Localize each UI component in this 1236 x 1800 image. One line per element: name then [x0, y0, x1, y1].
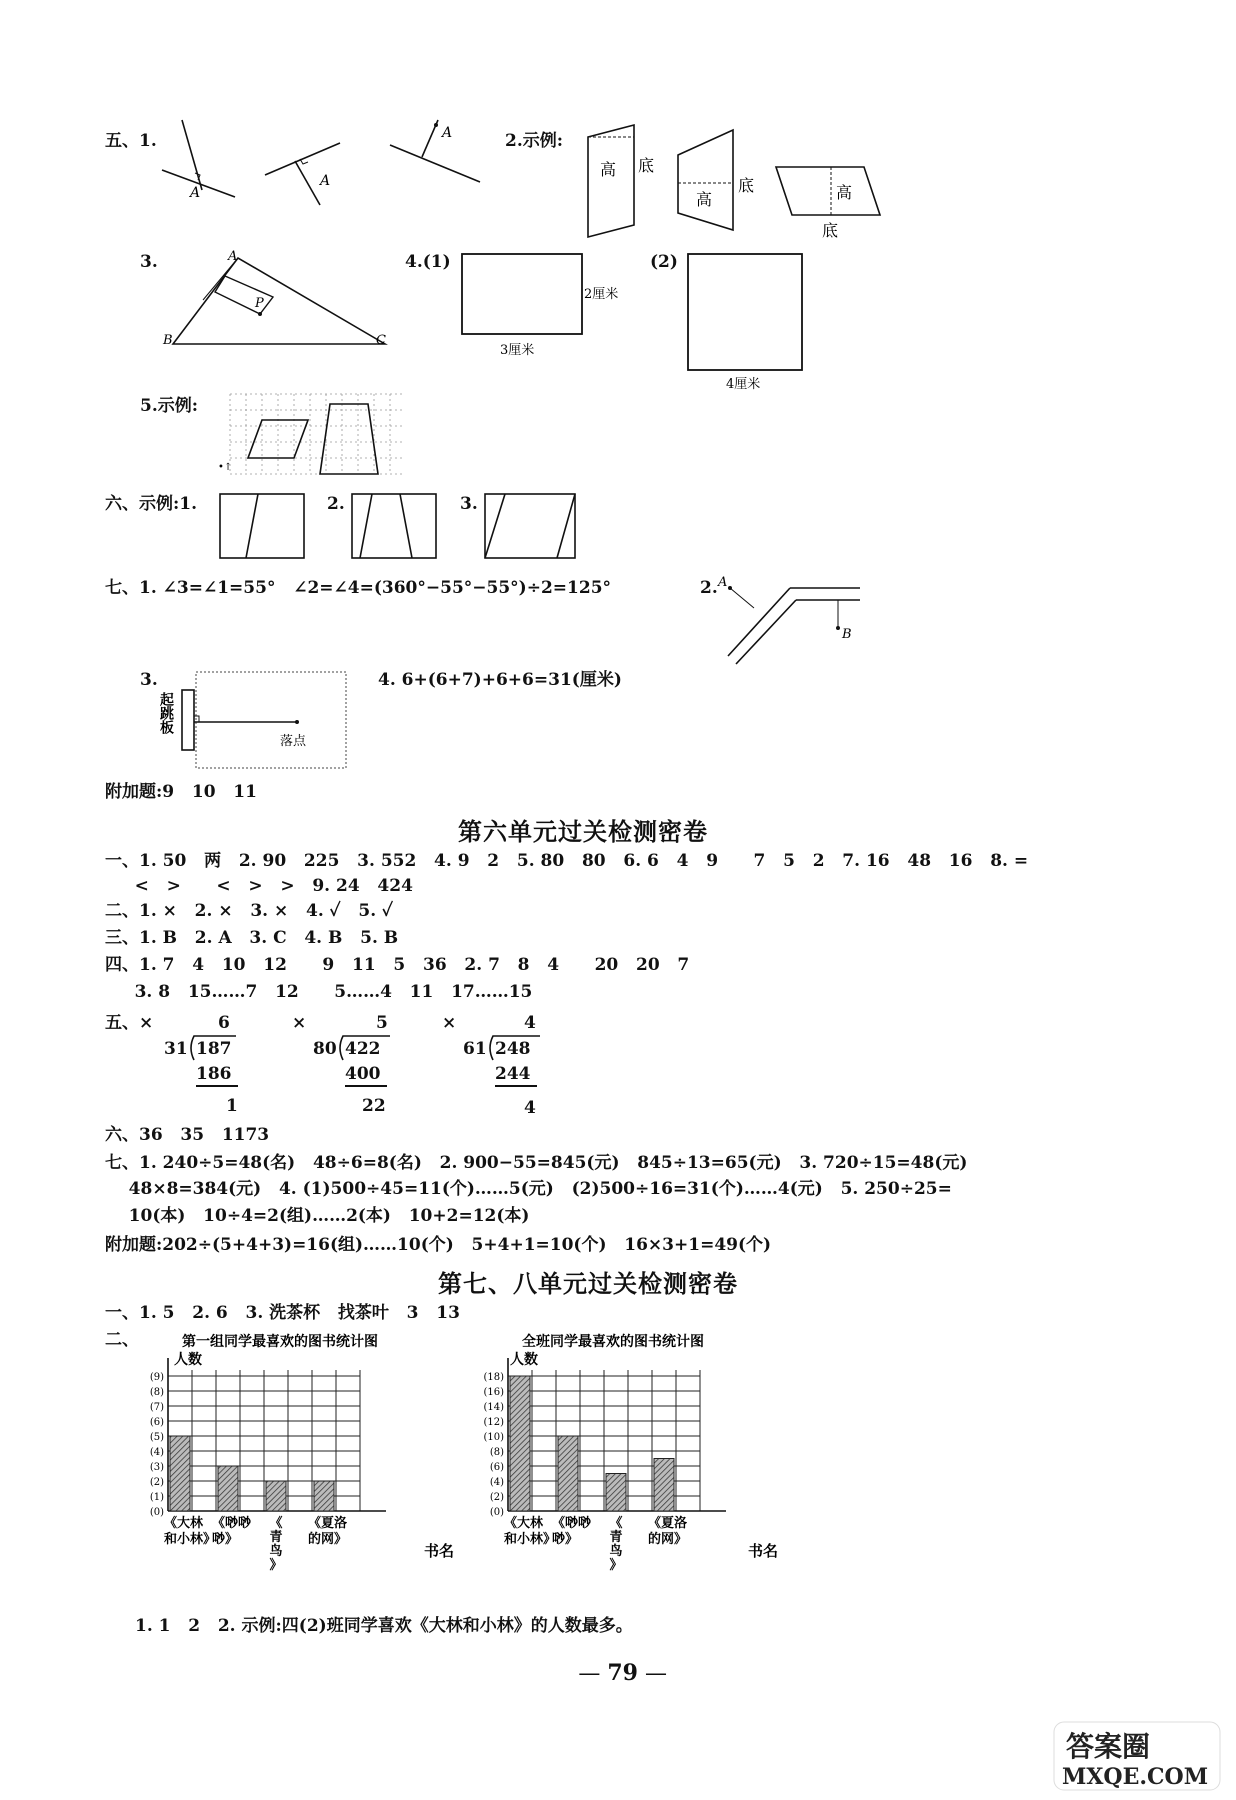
- height-label: 高: [696, 190, 713, 209]
- y-tick-label: (3): [149, 1462, 164, 1473]
- bar: [314, 1481, 334, 1511]
- wrong-mark: ×: [292, 1013, 307, 1033]
- product: 186: [196, 1066, 238, 1087]
- point-a-label: A: [442, 125, 453, 141]
- x-tick-label: 和小林》: [164, 1532, 217, 1547]
- remainder: 22: [362, 1096, 386, 1116]
- rectangle-split-2: [350, 492, 440, 562]
- unit6-line6: 3. 8 15……7 12 5……4 11 17……15: [105, 982, 533, 1002]
- height-label: 高: [836, 183, 853, 202]
- river-path-diagram: [718, 568, 868, 668]
- bar-chart-class: [470, 1330, 800, 1590]
- svg-text:•↑: •↑: [218, 462, 233, 473]
- chart-title: 全班同学最喜欢的图书统计图: [522, 1334, 704, 1350]
- grid-shapes-diagram: [218, 392, 403, 482]
- unit78-title: 第七、八单元过关检测密卷: [438, 1270, 738, 1298]
- y-axis-label: 人数: [174, 1352, 202, 1368]
- x-tick-label: 《大林: [504, 1516, 544, 1531]
- bar: [606, 1474, 626, 1512]
- q7-2-label: 2.: [700, 578, 718, 598]
- q6-2-label: 2.: [327, 494, 345, 514]
- unit78-line2: 二、: [105, 1330, 139, 1350]
- x-tick-label: 鸟: [609, 1544, 623, 1559]
- x-tick-label: 唦》: [552, 1532, 579, 1547]
- x-tick-label: 《: [609, 1516, 623, 1531]
- remainder: 1: [226, 1096, 238, 1116]
- y-tick-label: (0): [489, 1507, 504, 1518]
- width-4cm-label: 4厘米: [726, 377, 761, 392]
- base-label: 底: [738, 176, 755, 195]
- bar: [558, 1436, 578, 1511]
- unit6-bonus: 附加题:202÷(5+4+3)=16(组)……10(个) 5+4+1=10(个) 16×3+1=49(个): [105, 1235, 772, 1255]
- watermark-logo: [1052, 1720, 1222, 1792]
- x-tick-label: 《: [269, 1516, 283, 1531]
- point-a-label: A: [228, 249, 238, 264]
- y-tick-label: (4): [149, 1447, 164, 1458]
- point-a-label: A: [190, 185, 201, 201]
- bar: [266, 1481, 286, 1511]
- x-tick-label: 》: [269, 1558, 283, 1573]
- bar: [510, 1376, 530, 1511]
- x-axis-label: 书名: [748, 1542, 779, 1560]
- unit6-line8: 六、36 35 1173: [105, 1125, 270, 1145]
- q7-1-line: 七、1. ∠3=∠1=55° ∠2=∠4=(360°−55°−55°)÷2=125°: [105, 578, 612, 598]
- x-tick-label: 唦》: [212, 1532, 239, 1547]
- base-label: 底: [822, 221, 839, 240]
- unit6-line10: 48×8=384(元) 4. (1)500÷45=11(个)……5(元) (2)500÷16=31(个)……4(元) 5. 250÷25=: [105, 1179, 952, 1199]
- y-tick-label: (7): [149, 1402, 164, 1413]
- rectangle-split-3: [483, 492, 583, 562]
- x-tick-label: 青: [609, 1530, 623, 1545]
- height-base-diagram: [578, 125, 888, 240]
- dividend: 248: [495, 1039, 531, 1059]
- long-jump-diagram: [158, 668, 352, 773]
- x-tick-label: 《夏洛: [308, 1516, 348, 1531]
- x-tick-label: 《夏洛: [648, 1516, 688, 1531]
- dividend: 422: [345, 1039, 381, 1059]
- x-tick-label: 《唦唦: [552, 1516, 592, 1531]
- point-a-label: A: [320, 173, 331, 189]
- takeoff-board-label: 起跳板: [158, 692, 174, 734]
- unit6-line11: 10(本) 10÷4=2(组)……2(本) 10+2=12(本): [105, 1206, 530, 1226]
- y-tick-label: (12): [483, 1417, 504, 1428]
- point-c-label: C: [376, 333, 386, 348]
- perpendicular-lines-diagram: [150, 115, 480, 210]
- y-tick-label: (6): [489, 1462, 504, 1473]
- divisor: 31: [164, 1039, 188, 1059]
- watermark-graphic: [1052, 1720, 1222, 1792]
- square-4cm-diagram: [686, 252, 806, 392]
- x-tick-label: 的网》: [308, 1532, 348, 1547]
- x-tick-label: 鸟: [269, 1544, 283, 1559]
- q6-1-label: 六、示例:1.: [105, 494, 198, 514]
- y-tick-label: (4): [489, 1477, 504, 1488]
- y-tick-label: (18): [483, 1372, 504, 1383]
- x-tick-label: 青: [269, 1530, 283, 1545]
- q5-3-label: 3.: [140, 252, 158, 272]
- page-number-value: 79: [607, 1660, 638, 1686]
- x-tick-label: 》: [609, 1558, 623, 1573]
- y-tick-label: (0): [149, 1507, 164, 1518]
- bar: [170, 1436, 190, 1511]
- triangle-diagram: [163, 249, 388, 352]
- y-tick-label: (2): [149, 1477, 164, 1488]
- y-tick-label: (5): [149, 1432, 164, 1443]
- rectangle-split-1: [218, 492, 308, 562]
- bonus-5-line: 附加题:9 10 11: [105, 782, 257, 802]
- unit78-footnote: 1. 1 2 2. 示例:四(2)班同学喜欢《大林和小林》的人数最多。: [135, 1616, 633, 1636]
- q7-4-line: 4. 6+(6+7)+6+6=31(厘米): [378, 670, 622, 690]
- y-tick-label: (8): [489, 1447, 504, 1458]
- x-tick-label: 和小林》: [504, 1532, 557, 1547]
- y-tick-label: (1): [149, 1492, 164, 1503]
- chart-title: 第一组同学最喜欢的图书统计图: [182, 1334, 378, 1350]
- unit6-line5: 四、1. 7 4 10 12 9 11 5 36 2. 7 8 4 20 20 7: [105, 955, 690, 975]
- point-a-label: A: [718, 575, 728, 590]
- remainder: 4: [524, 1098, 536, 1118]
- product: 400: [345, 1066, 387, 1087]
- quotient: 4: [524, 1013, 536, 1033]
- product: 244: [495, 1066, 537, 1087]
- unit6-line1: 一、1. 50 两 2. 90 225 3. 552 4. 9 2 5. 80 80 6. 6 4 9 7 5 2 7. 16 48 16 8. =: [105, 851, 1029, 871]
- bar: [218, 1466, 238, 1511]
- unit6-line4: 三、1. B 2. A 3. C 4. B 5. B: [105, 928, 399, 948]
- height-label: 高: [600, 160, 617, 179]
- y-tick-label: (16): [483, 1387, 504, 1398]
- unit6-line2: < > < > > 9. 24 424: [105, 876, 413, 896]
- q5-2-label: 2.示例:: [505, 131, 564, 151]
- point-b-label: B: [842, 627, 852, 642]
- rectangle-3x2-diagram: [460, 252, 640, 362]
- height-2cm-label: 2厘米: [584, 287, 619, 302]
- bar: [654, 1459, 674, 1512]
- point-b-label: B: [163, 333, 173, 348]
- watermark-bottom: MXQE.COM: [1062, 1764, 1209, 1790]
- x-axis-label: 书名: [424, 1542, 455, 1560]
- width-3cm-label: 3厘米: [500, 343, 535, 358]
- x-tick-label: 的网》: [648, 1532, 688, 1547]
- quotient: 5: [376, 1013, 388, 1033]
- unit6-line3: 二、1. × 2. × 3. × 4. ✓ 5. ✓: [105, 901, 394, 921]
- q7-3-label: 3.: [140, 670, 158, 690]
- x-tick-label: 《唦唦: [212, 1516, 252, 1531]
- quotient: 6: [218, 1013, 230, 1033]
- q5-4-1-label: 4.(1): [405, 252, 451, 272]
- q5-5-label: 5.示例:: [140, 396, 199, 416]
- wrong-mark: ×: [442, 1013, 457, 1033]
- unit6-line9: 七、1. 240÷5=48(名) 48÷6=8(名) 2. 900−55=845(元) 845÷13=65(元) 3. 720÷15=48(元): [105, 1153, 968, 1173]
- dividend: 187: [196, 1039, 232, 1059]
- y-tick-label: (8): [149, 1387, 164, 1398]
- y-tick-label: (2): [489, 1492, 504, 1503]
- y-tick-label: (9): [149, 1372, 164, 1383]
- unit78-line1: 一、1. 5 2. 6 3. 洗茶杯 找茶叶 3 13: [105, 1303, 460, 1323]
- watermark-top: 答案圈: [1066, 1730, 1151, 1763]
- divisor: 61: [463, 1039, 487, 1059]
- q5-4-2-label: (2): [650, 252, 678, 272]
- divisor: 80: [313, 1039, 337, 1059]
- x-tick-label: 《大林: [164, 1516, 204, 1531]
- q5-1-label: 五、1.: [105, 131, 157, 151]
- y-tick-label: (14): [483, 1402, 504, 1413]
- y-tick-label: (6): [149, 1417, 164, 1428]
- unit6-line7: 五、×: [105, 1013, 154, 1033]
- unit6-title: 第六单元过关检测密卷: [458, 818, 708, 846]
- landing-point-label: 落点: [280, 734, 307, 749]
- bar-chart-group1: [130, 1330, 460, 1590]
- point-p-label: P: [255, 296, 264, 311]
- base-label: 底: [638, 156, 655, 175]
- q6-3-label: 3.: [460, 494, 478, 514]
- y-tick-label: (10): [483, 1432, 504, 1443]
- page-number: — 79 —: [578, 1660, 667, 1686]
- y-axis-label: 人数: [510, 1352, 538, 1368]
